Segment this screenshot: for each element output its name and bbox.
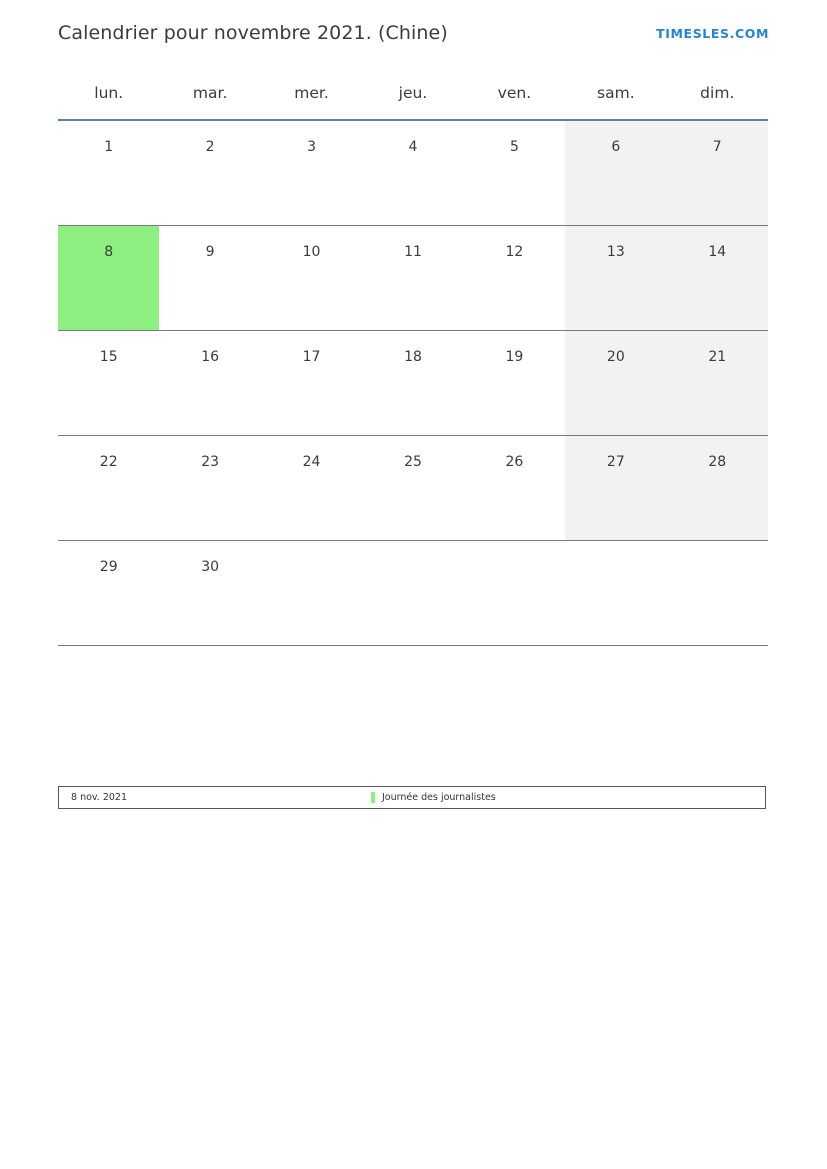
calendar-week-row — [58, 436, 768, 541]
day-cell-weekend[interactable] — [565, 120, 666, 226]
day-cell[interactable] — [261, 120, 362, 226]
day-cell-empty — [362, 541, 463, 646]
day-cell[interactable] — [261, 226, 362, 331]
day-number: 27 — [606, 454, 625, 470]
day-cell[interactable] — [464, 120, 565, 226]
calendar-grid — [58, 84, 768, 646]
calendar-body — [58, 120, 768, 646]
day-number: 3 — [307, 139, 317, 155]
day-cell-weekend[interactable] — [667, 436, 768, 541]
day-cell-weekend[interactable] — [565, 331, 666, 436]
day-number: 4 — [408, 139, 418, 155]
day-number: 7 — [712, 139, 722, 155]
weekday-header-sat: sam. — [565, 84, 666, 120]
day-cell-weekend[interactable] — [667, 226, 768, 331]
day-number: 13 — [606, 244, 625, 260]
day-cell-empty — [261, 541, 362, 646]
day-cell[interactable] — [362, 436, 463, 541]
holiday-legend — [58, 786, 766, 809]
day-cell-weekend[interactable] — [667, 120, 768, 226]
day-cell[interactable] — [159, 226, 260, 331]
day-cell[interactable] — [362, 331, 463, 436]
day-number: 5 — [509, 139, 519, 155]
calendar-week-row — [58, 541, 768, 646]
day-number: 20 — [606, 349, 625, 365]
weekday-header-tue: mar. — [159, 84, 260, 120]
day-number: 18 — [404, 349, 422, 365]
day-number: 19 — [505, 349, 524, 365]
day-cell[interactable] — [58, 331, 159, 436]
day-number: 24 — [302, 454, 321, 470]
weekday-header-wed: mer. — [261, 84, 362, 120]
day-cell[interactable] — [362, 120, 463, 226]
day-number: 17 — [302, 349, 321, 365]
day-cell[interactable] — [159, 436, 260, 541]
holiday-date: 8 nov. 2021 — [71, 792, 127, 803]
site-brand[interactable]: TIMESLES.COM — [656, 25, 769, 41]
day-number: 30 — [201, 559, 220, 575]
day-cell-empty — [464, 541, 565, 646]
day-number: 22 — [99, 454, 118, 470]
day-number: 15 — [99, 349, 118, 365]
day-number: 26 — [505, 454, 524, 470]
day-number: 16 — [201, 349, 220, 365]
calendar-week-row — [58, 120, 768, 226]
day-cell-empty — [667, 541, 768, 646]
day-number: 11 — [404, 244, 422, 260]
day-cell[interactable] — [58, 541, 159, 646]
calendar-table — [58, 84, 768, 646]
holiday-name: Journée des journalistes — [382, 792, 496, 803]
day-number: 12 — [505, 244, 524, 260]
day-number: 21 — [708, 349, 727, 365]
day-cell[interactable] — [464, 331, 565, 436]
day-cell-weekend[interactable] — [667, 331, 768, 436]
day-cell-weekend[interactable] — [565, 436, 666, 541]
page-header — [58, 18, 769, 48]
day-number: 6 — [611, 139, 621, 155]
day-cell[interactable] — [58, 436, 159, 541]
weekday-header-row — [58, 84, 768, 120]
day-number: 1 — [104, 139, 114, 155]
day-cell[interactable] — [464, 436, 565, 541]
day-cell[interactable] — [159, 120, 260, 226]
day-number: 23 — [201, 454, 220, 470]
weekday-header-sun: dim. — [667, 84, 768, 120]
weekday-header-fri: ven. — [464, 84, 565, 120]
day-cell[interactable] — [159, 331, 260, 436]
calendar-week-row — [58, 226, 768, 331]
day-number: 9 — [205, 244, 215, 260]
calendar-head — [58, 84, 768, 120]
day-number: 10 — [302, 244, 321, 260]
weekday-header-mon: lun. — [58, 84, 159, 120]
day-number: 2 — [205, 139, 215, 155]
calendar-week-row — [58, 331, 768, 436]
day-cell-holiday[interactable] — [58, 226, 159, 331]
day-cell[interactable] — [464, 226, 565, 331]
day-cell[interactable] — [261, 436, 362, 541]
day-cell[interactable] — [261, 331, 362, 436]
day-cell-empty — [565, 541, 666, 646]
day-cell[interactable] — [58, 120, 159, 226]
day-cell-weekend[interactable] — [565, 226, 666, 331]
day-number: 29 — [99, 559, 118, 575]
page-title: Calendrier pour novembre 2021. (Chine) — [58, 22, 448, 44]
day-number: 14 — [708, 244, 727, 260]
day-number: 25 — [404, 454, 422, 470]
holiday-color-swatch — [371, 792, 375, 803]
day-number: 28 — [708, 454, 727, 470]
day-cell[interactable] — [159, 541, 260, 646]
day-number: 8 — [104, 244, 114, 260]
weekday-header-thu: jeu. — [362, 84, 463, 120]
day-cell[interactable] — [362, 226, 463, 331]
